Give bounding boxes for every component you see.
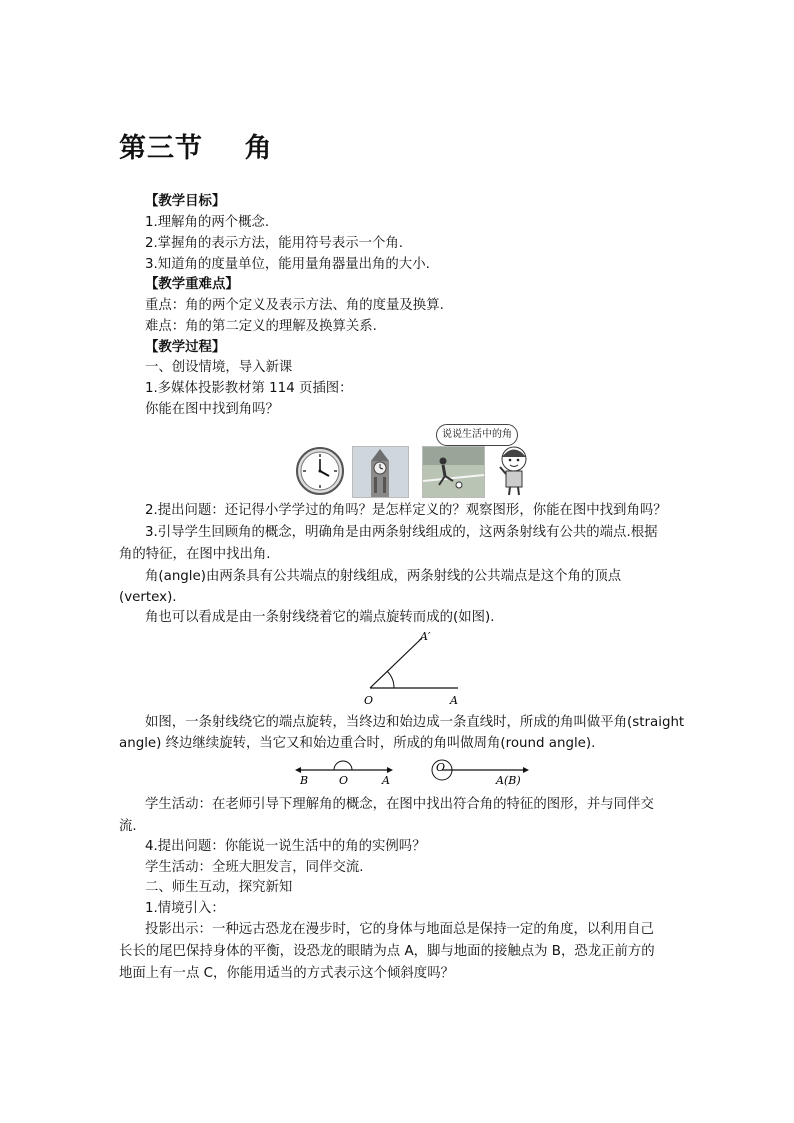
paragraph-6b: angle) 终边继续旋转，当它又和始边重合时，所成的角叫做周角(round angle). [119, 736, 596, 751]
paragraph-2: 2.提出问题：还记得小学学过的角吗？是怎样定义的？观察图形，你能在图中找到角吗？ [145, 503, 667, 518]
straight-angle-figure [292, 758, 397, 788]
paragraph-4a: 角(angle)由两条具有公共端点的射线组成，两条射线的公共端点是这个角的顶点 [145, 569, 622, 584]
paragraph-7b: 流. [119, 819, 137, 834]
paragraph-3a: 3.引导学生回顾角的概念，明确角是由两条射线组成的，这两条射线有公共的端点.根据 [145, 525, 658, 540]
paragraph-4b: (vertex). [119, 590, 177, 605]
objective-3: 3.知道角的度量单位，能用量角器量出角的大小. [145, 257, 430, 272]
label-a-straight: A [382, 774, 390, 787]
section-2-heading: 二、师生互动，探究新知 [145, 880, 293, 895]
label-a-prime: A′ [420, 630, 431, 643]
bigben-image [352, 446, 409, 498]
objective-1: 1.理解角的两个概念. [145, 215, 270, 230]
football-image [422, 446, 485, 498]
paragraph-7a: 学生活动：在老师引导下理解角的概念，在图中找出符合角的特征的图形，并与同伴交 [145, 797, 654, 812]
section-1-heading: 一、创设情境，导入新课 [145, 360, 293, 375]
label-a-b: A(B) [496, 774, 521, 787]
label-b: B [300, 774, 309, 787]
label-o-round: O [436, 761, 446, 774]
keypoint-1: 重点：角的两个定义及表示方法、角的度量及换算. [145, 298, 444, 313]
process-heading: 【教学过程】 [145, 340, 226, 355]
paragraph-6a: 如图，一条射线绕它的端点旋转，当终边和始边成一条直线时，所成的角叫做平角(straight [145, 715, 685, 730]
paragraph-3b: 角的特征，在图中找出角. [119, 547, 271, 562]
paragraph-11c: 地面上有一点 C，你能用适当的方式表示这个倾斜度吗？ [119, 966, 454, 981]
paragraph-11a: 投影出示：一种远古恐龙在漫步时，它的身体与地面总是保持一定的角度，以利用自己 [145, 922, 654, 937]
angle-figure [360, 628, 480, 710]
label-o-straight: O [339, 774, 349, 787]
keypoints-heading: 【教学重难点】 [145, 277, 239, 292]
step-1-question: 你能在图中找到角吗？ [145, 402, 279, 417]
boy-cartoon [494, 444, 534, 496]
paragraph-5: 角也可以看成是由一条射线绕着它的端点旋转而成的(如图). [145, 610, 495, 625]
paragraph-8: 4.提出问题：你能说一说生活中的角的实例吗？ [145, 839, 426, 854]
keypoint-2: 难点：角的第二定义的理解及换算关系. [145, 319, 377, 334]
label-a: A [450, 694, 458, 707]
objective-2: 2.掌握角的表示方法，能用符号表示一个角. [145, 236, 404, 251]
page-title: 第三节 角 [119, 133, 273, 164]
speech-bubble: 说说生活中的角 [436, 424, 518, 446]
label-vertex-o: O [364, 694, 374, 707]
round-angle-figure [428, 756, 533, 788]
paragraph-10: 1.情境引入： [145, 901, 225, 916]
clock-image [293, 446, 347, 496]
objectives-heading: 【教学目标】 [145, 194, 226, 209]
step-1: 1.多媒体投影教材第 114 页插图： [145, 381, 353, 396]
paragraph-9: 学生活动：全班大胆发言，同伴交流. [145, 860, 364, 875]
paragraph-11b: 长长的尾巴保持身体的平衡，设恐龙的眼睛为点 A，脚与地面的接触点为 B，恐龙正前方的 [119, 944, 655, 959]
